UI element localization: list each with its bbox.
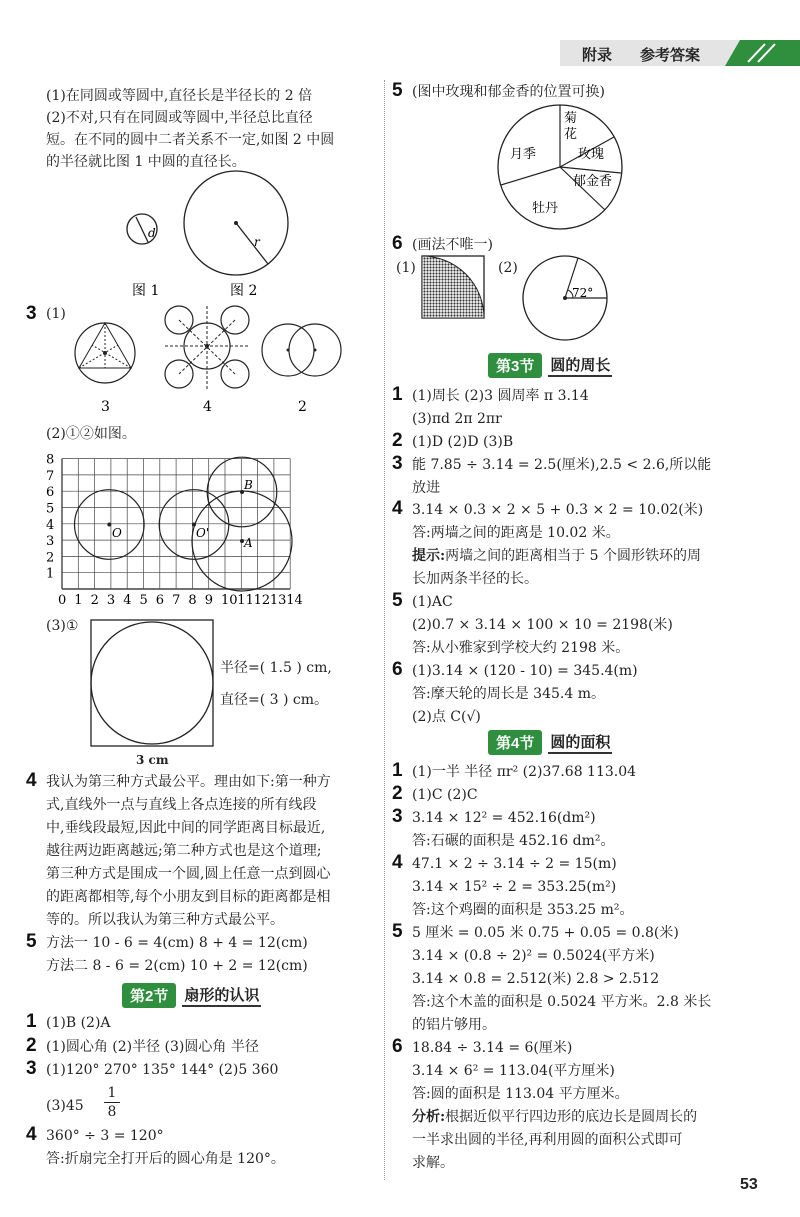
quarter-circle-figure [420,254,488,322]
s3q1-number: 1 [392,384,403,405]
hint-label: 提示: [412,548,446,564]
fraction-numerator: 1 [107,1085,117,1101]
s3q3-number: 3 [392,453,403,474]
angle-label: 72° [572,286,594,300]
s4q6-line3: 答:圆的面积是 113.04 平方厘米。 [412,1086,629,1102]
grid-x-label: 1 [74,593,83,608]
q5-number: 5 [26,931,37,952]
q2-line2: (2)不对,只有在同圆或等圆中,半径总比直径 [46,110,313,126]
r-q6-number: 6 [392,233,403,254]
point-o-prime-label: O' [196,526,210,540]
s4q6-line1: 18.84 ÷ 3.14 = 6(厘米) [412,1040,573,1056]
s3q5-line3: 答:从小雅家到学校大约 2198 米。 [412,640,630,656]
flower-pie-figure [490,100,630,235]
s3q4-line1: 3.14 × 0.3 × 2 × 5 + 0.3 × 2 = 10.02(米) [412,502,704,518]
s4q4-line2: 3.14 × 15² ÷ 2 = 353.25(m²) [412,879,617,895]
s3q4-line2: 答:两墙之间的距离是 10.02 米。 [412,525,620,541]
s4q4-number: 4 [392,852,403,873]
q4-line7: 等的。所以我认为第三种方式最公平。 [46,912,284,928]
q3-number: 3 [26,303,37,324]
s2q2-number: 2 [26,1035,37,1056]
s2q2-answer: (1)圆心角 (2)半径 (3)圆心角 半径 [46,1039,259,1055]
q3-radius-answer: 半径=( 1.5 ) cm, [220,660,332,676]
grid-x-label: 11 [237,593,254,608]
section4-tag: 第4节 [488,730,542,755]
column-divider [384,80,385,1180]
fig2-caption: 图 2 [230,283,258,299]
s4q5-number: 5 [392,921,403,942]
q2-figures [110,170,310,300]
s2q4-number: 4 [26,1124,37,1145]
s4q5-line1: 5 厘米 = 0.05 米 0.75 + 0.05 = 0.8(米) [412,925,679,941]
fig1-caption: 图 1 [132,283,160,299]
r-q6-part1: (1) [396,260,416,276]
q3-part2: (2)①②如图。 [46,426,136,442]
point-a-label: A [244,536,253,550]
q5-method2: 方法二 8 - 6 = 2(cm) 10 + 2 = 12(cm) [46,958,308,974]
analysis-label: 分析: [412,1109,446,1125]
q4-line3: 中,垂线段最短,因此中间的同学距离目标最近, [46,820,326,836]
q4-number: 4 [26,770,37,791]
s3q3-line2: 放进 [412,480,440,496]
s3q5-number: 5 [392,590,403,611]
grid-x-label: 0 [58,593,67,608]
fig2-r-label: r [254,235,260,249]
grid-x-label: 5 [139,593,148,608]
grid-x-label: 7 [172,593,181,608]
section3-title: 圆的周长 [548,354,612,377]
q2-line1: (1)在同圆或等圆中,直径长是半径长的 2 倍 [46,88,313,104]
grid-y-label: 3 [46,534,55,550]
fraction-denominator: 8 [104,1102,120,1121]
flower-ju: 菊 [564,111,578,126]
q3-diameter-answer: 直径=( 3 ) cm。 [220,692,329,708]
figure3-caption: 3 [101,399,110,415]
analysis-text1: 根据近似平行四边形的底边长是圆周长的 [445,1109,698,1125]
q3-compass-figures [60,300,360,420]
grid-x-label: 12 [253,593,271,608]
s3q6-number: 6 [392,659,403,680]
grid-x-label: 14 [286,593,303,608]
s2q1-number: 1 [26,1011,37,1032]
q3-side-label: 3 cm [136,753,169,767]
s3q5-line2: (2)0.7 × 3.14 × 100 × 10 = 2198(米) [412,617,673,633]
grid-y-label: 2 [46,550,55,566]
s4q6-line2: 3.14 × 6² = 113.04(平方厘米) [412,1063,615,1079]
r-q5-number: 5 [392,80,403,101]
sector-72-figure [520,252,610,342]
flower-hua: 花 [564,127,578,142]
s3q4-hint [412,546,701,566]
grid-y-label: 7 [46,468,55,484]
s4q6-analysis-line3: 求解。 [412,1155,454,1171]
section2-tag: 第2节 [122,983,176,1008]
section2-heading [122,982,261,1008]
figure4-caption: 4 [203,399,212,415]
header-answers: 参考答案 [640,47,701,64]
q3-grid-figure [40,448,310,613]
fraction [104,1084,120,1121]
page-number: 53 [740,1176,758,1193]
s2q4-line2: 答:折扇完全打开后的圆心角是 120°。 [46,1151,285,1167]
hint-text: 两墙之间的距离相当于 5 个圆形铁环的周 [445,548,701,564]
q2-line3: 短。在不同的圆中二者关系不一定,如图 2 中圆 [46,132,335,148]
s2q4-line1: 360° ÷ 3 = 120° [46,1128,164,1144]
grid-x-label: 2 [90,593,99,608]
s3q6-line1: (1)3.14 × (120 - 10) = 345.4(m) [412,663,638,679]
grid-y-label: 5 [46,501,55,517]
s3q1-line1: (1)周长 (2)3 圆周率 π 3.14 [412,388,589,404]
section3-heading [488,352,612,378]
s3q4-hint-line2: 长加两条半径的长。 [412,571,538,587]
grid-x-label: 3 [106,593,116,608]
s4q6-number: 6 [392,1036,403,1057]
s3q1-line2: (3)πd 2π 2πr [412,411,502,427]
q3-square-circle [88,617,218,752]
grid-x-label: 13 [269,593,287,608]
s4q4-line1: 47.1 × 2 ÷ 3.14 ÷ 2 = 15(m) [412,856,617,872]
s3q6-line2: 答:摩天轮的周长是 345.4 m。 [412,686,605,702]
r-q5-text: (图中玫瑰和郁金香的位置可换) [412,84,605,100]
s3q6-line3: (2)点 C(√) [412,709,481,725]
r-q6-part2: (2) [498,260,518,276]
grid-x-label: 10 [221,593,238,608]
grid-x-label: 6 [155,593,165,608]
s4q4-line3: 答:这个鸡圈的面积是 353.25 m²。 [412,902,634,918]
s2q1-answer: (1)B (2)A [46,1015,111,1031]
grid-x-label: 9 [204,593,213,608]
s4q3-number: 3 [392,806,403,827]
s4q5-line5: 的铝片够用。 [412,1017,496,1033]
fig1-d-label: d [148,226,156,240]
s4q5-line4: 答:这个木盖的面积是 0.5024 平方米。2.8 米长 [412,994,712,1010]
s4q1-number: 1 [392,760,403,781]
q4-line6: 的距离都相等,每个小朋友到目标的距离都是相 [46,889,331,905]
s2q3-line2: (3)45 [46,1098,84,1114]
s4q3-line2: 答:石碾的面积是 452.16 dm²。 [412,833,615,849]
q3-part1: (1) [46,306,66,322]
s4q6-analysis-line2: 一半求出圆的半径,再利用圆的面积公式即可 [412,1132,683,1148]
s3q3-line1: 能 7.85 ÷ 3.14 = 2.5(厘米),2.5 < 2.6,所以能 [412,457,712,473]
section2-title: 扇形的认识 [182,984,261,1007]
grid-y-label: 4 [46,517,55,533]
section4-title: 圆的面积 [548,731,612,754]
figure2-caption: 2 [298,399,307,415]
s3q2-number: 2 [392,430,403,451]
q4-line2: 式,直线外一点与直线上各点连接的所有线段 [46,797,317,813]
q2-line4: 的半径就比图 1 中圆的直径长。 [46,154,246,170]
header-appendix: 附录 [582,47,613,64]
s4q1-answer: (1)一半 半径 πr² (2)37.68 113.04 [412,764,637,780]
flower-chinese-rose: 月季 [510,147,537,162]
flower-rose: 玫瑰 [578,147,605,162]
point-b-label: B [244,478,253,492]
r-q6-text: (画法不唯一) [412,237,493,253]
grid-y-label: 1 [46,566,55,582]
s3q4-number: 4 [392,498,403,519]
grid-x-label: 4 [123,593,132,608]
s4q3-line1: 3.14 × 12² = 452.16(dm²) [412,810,596,826]
grid-y-label: 8 [46,452,55,468]
grid-y-label: 6 [46,485,55,501]
flower-tulip: 郁金香 [573,174,613,189]
section3-tag: 第3节 [488,353,542,378]
s3q2-answer: (1)D (2)D (3)B [412,434,514,450]
q3-part3: (3)① [46,618,79,634]
q4-line5: 第三种方式是围成一个圆,圆上任意一点到圆心 [46,866,331,882]
q4-line4: 越往两边距离越远;第二种方式也是这个道理; [46,843,322,859]
s3q5-line1: (1)AC [412,594,453,610]
s2q3-number: 3 [26,1058,37,1079]
s4q5-line3: 3.14 × 0.8 = 2.512(米) 2.8 > 2.512 [412,971,660,987]
flower-peony: 牡丹 [532,201,559,216]
q4-line1: 我认为第三种方式最公平。理由如下:第一种方 [46,774,331,790]
s4q6-analysis [412,1107,697,1127]
q5-method1: 方法一 10 - 6 = 4(cm) 8 + 4 = 12(cm) [46,935,308,951]
s4q2-number: 2 [392,783,403,804]
s2q3-line1: (1)120° 270° 135° 144° (2)5 360 [46,1062,279,1078]
section4-heading [488,729,612,755]
s4q2-answer: (1)C (2)C [412,787,478,803]
grid-x-label: 8 [188,593,197,608]
point-o-label: O [112,526,122,540]
s4q5-line2: 3.14 × (0.8 ÷ 2)² = 0.5024(平方米) [412,948,655,964]
